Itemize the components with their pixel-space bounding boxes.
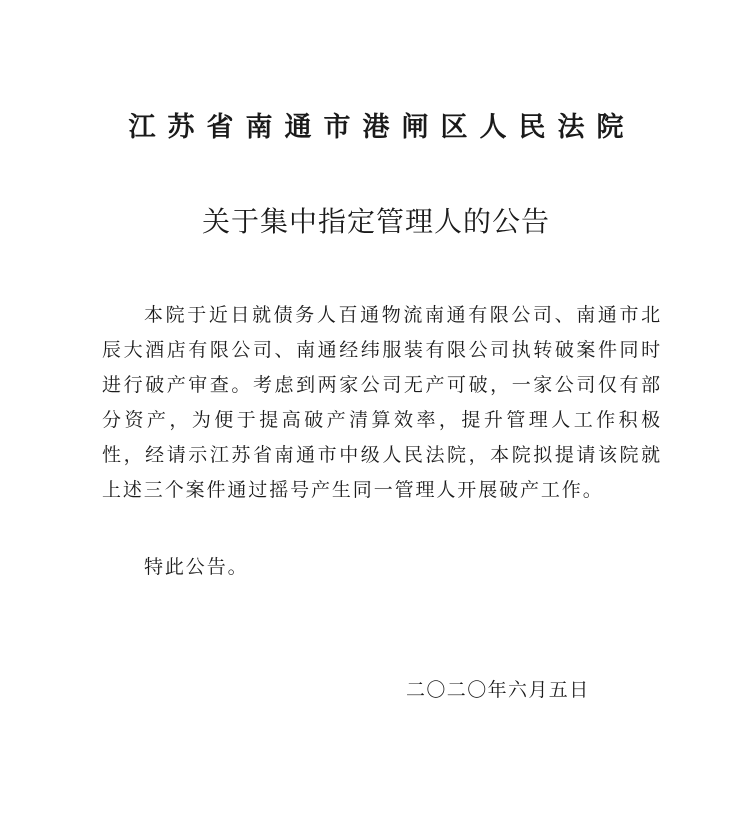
notice-date: 二〇二〇年六月五日	[406, 679, 590, 701]
court-name-heading: 江苏省南通市港闸区人民法院	[128, 112, 636, 143]
notice-body-paragraph: 本院于近日就债务人百通物流南通有限公司、南通市北辰大酒店有限公司、南通经纬服装有限公司执转破案件同时进行破产审查。考虑到两家公司无产可破，一家公司仅有部分资产，为便于提高破产清算效率，提升管理人工作积极性，经请示江苏省南通市中级人民法院，本院拟提请该院就上述三个案件通过摇号产生同一管理人开展破产工作。	[102, 304, 662, 501]
notice-title: 关于集中指定管理人的公告	[201, 205, 550, 238]
notice-closing: 特此公告。	[144, 556, 249, 578]
